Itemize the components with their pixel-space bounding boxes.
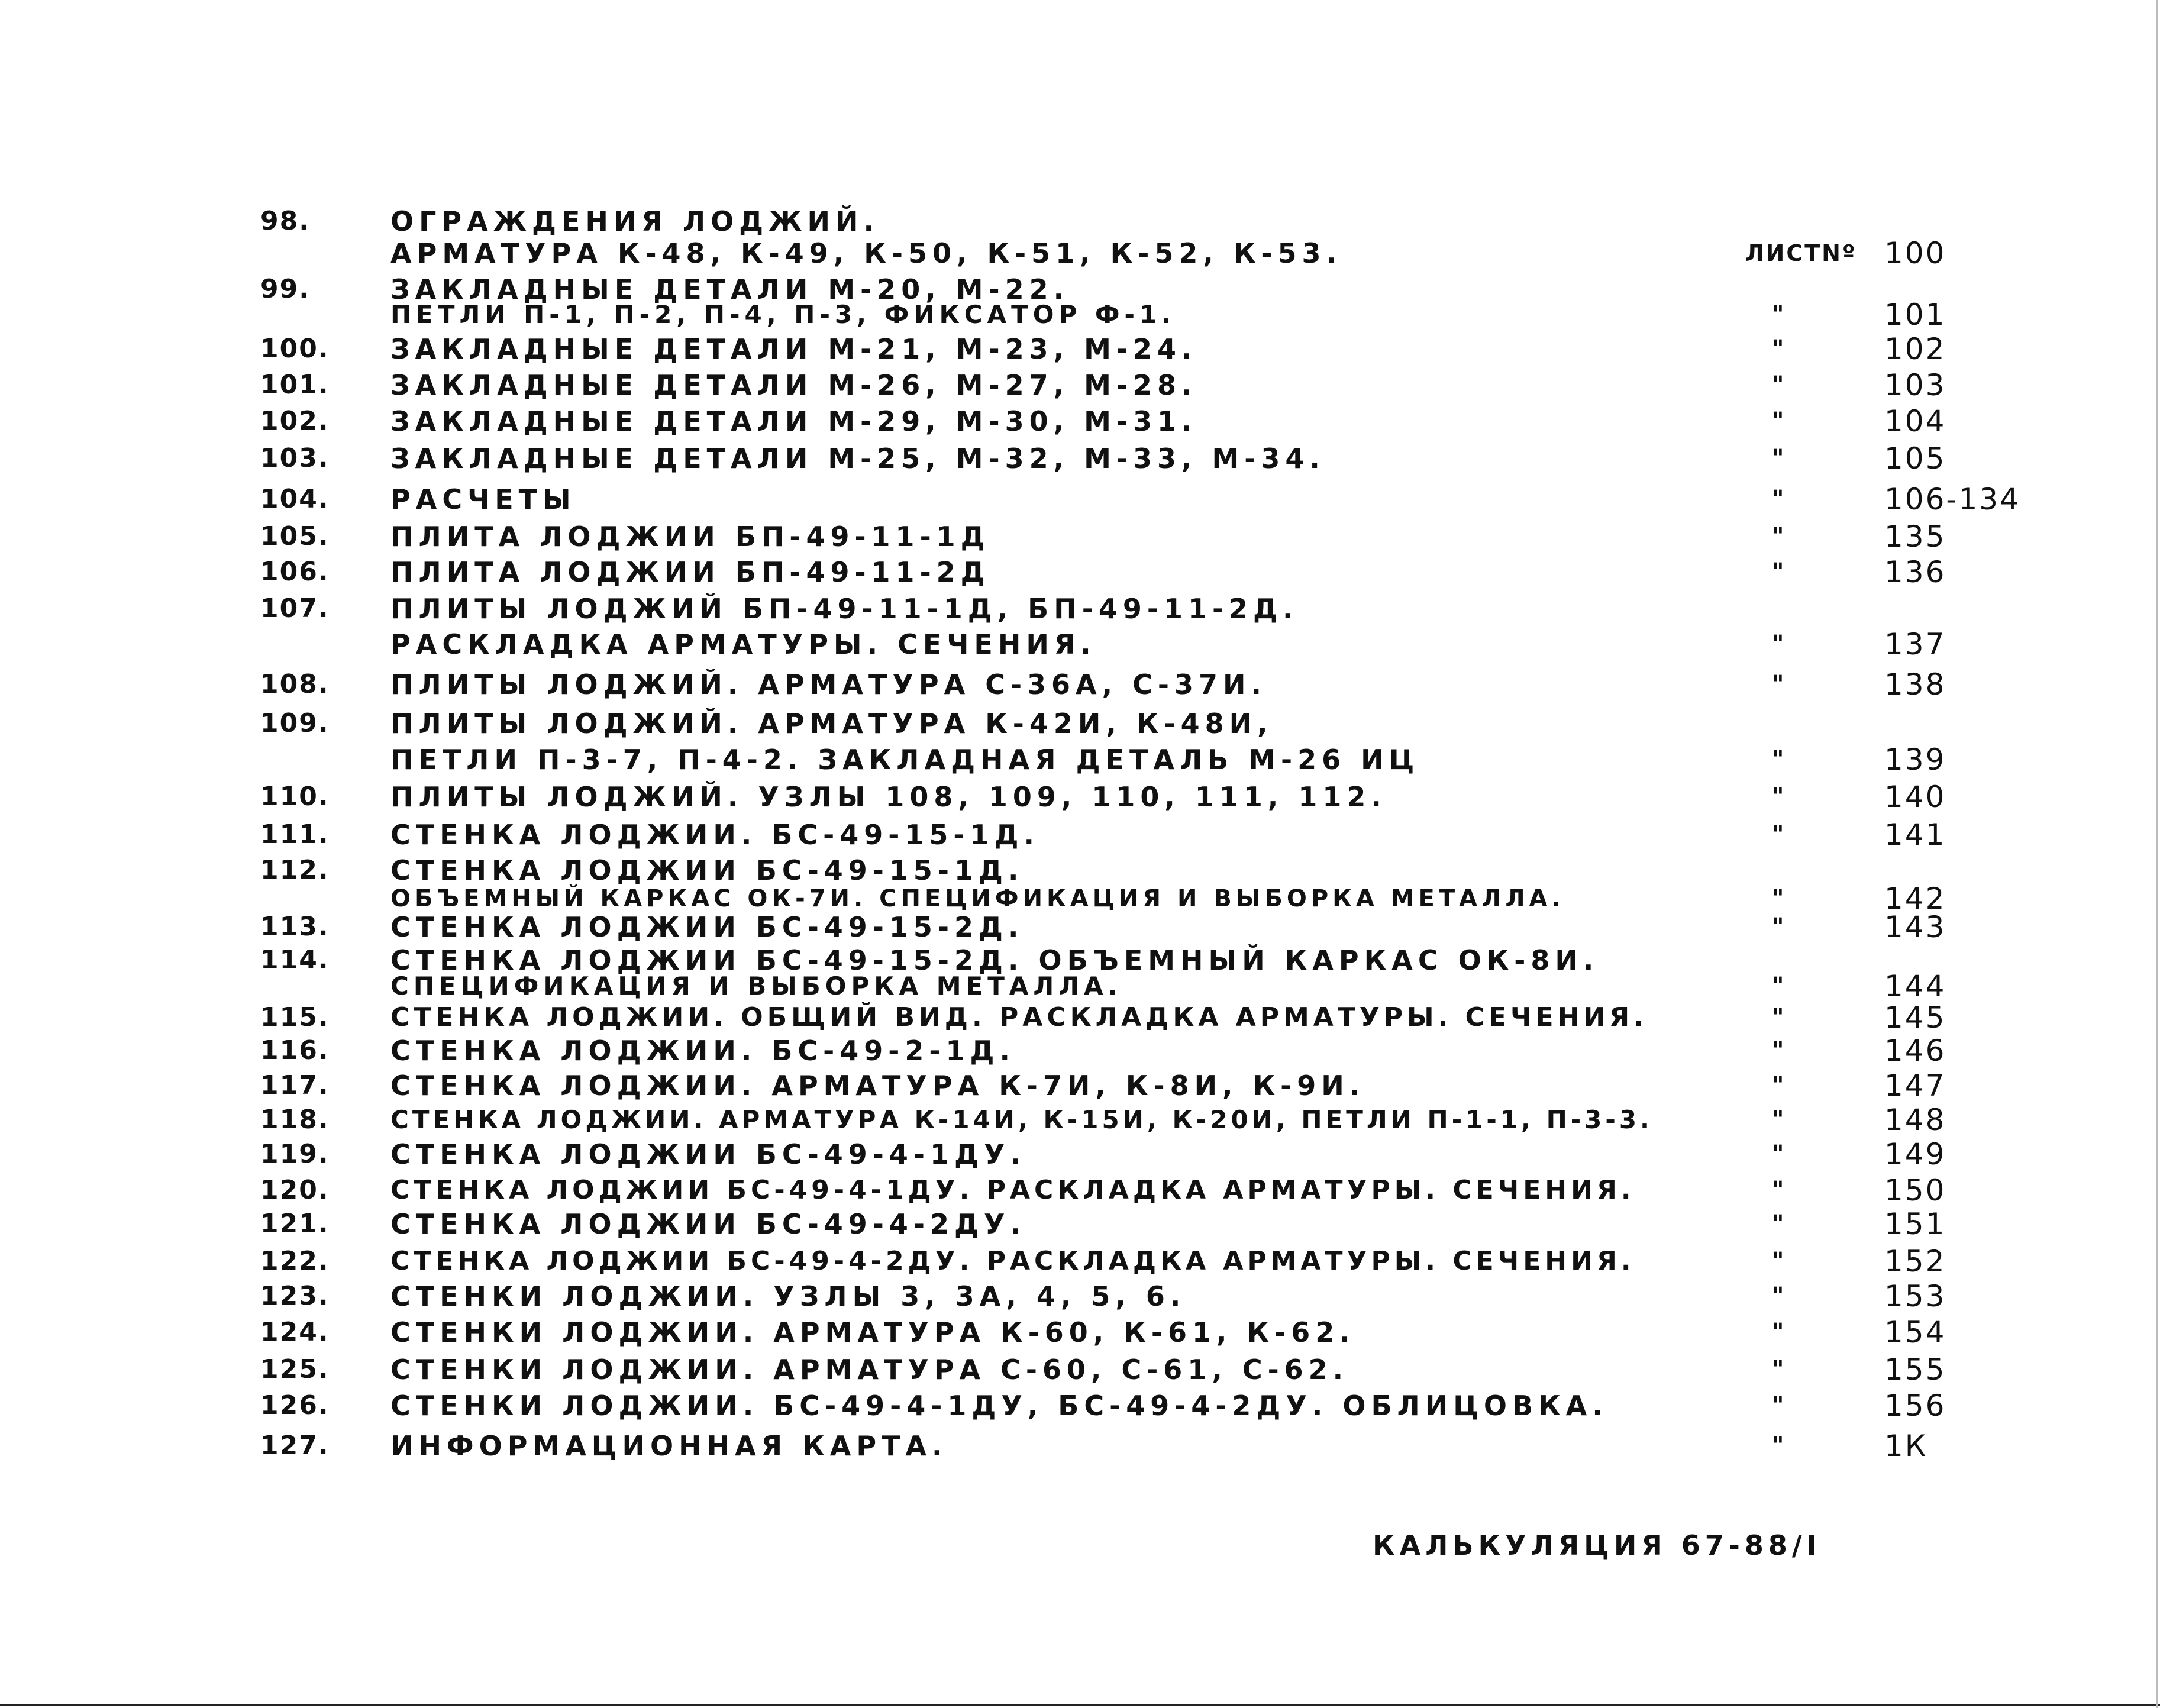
list-item <box>0 780 2160 814</box>
list-item <box>0 818 2160 852</box>
item-number: 104. <box>260 484 330 514</box>
ditto-mark: " <box>1771 973 1784 1000</box>
item-title: СТЕНКА ЛОДЖИИ. БС-49-2-1Д. <box>390 1035 1015 1067</box>
list-item <box>0 1429 2160 1463</box>
item-number: 124. <box>260 1317 330 1347</box>
list-item <box>0 332 2160 366</box>
item-title: ЗАКЛАДНЫЕ ДЕТАЛИ М-25, М-32, М-33, М-34. <box>390 443 1325 474</box>
sheet-number: 150 <box>1884 1173 1946 1207</box>
sheet-number: 138 <box>1884 667 1946 702</box>
ditto-mark: " <box>1771 1356 1784 1383</box>
ditto-mark: " <box>1771 1319 1784 1346</box>
sheet-number: 154 <box>1884 1315 1946 1349</box>
list-item <box>0 1103 2160 1137</box>
ditto-mark: " <box>1771 1392 1784 1419</box>
ditto-mark: " <box>1771 445 1784 472</box>
ditto-mark: " <box>1771 1037 1784 1064</box>
item-number: 105. <box>260 521 330 551</box>
item-title: СТЕНКА ЛОДЖИИ БС-49-4-2ДУ. <box>390 1208 1026 1240</box>
item-number: 120. <box>260 1175 330 1205</box>
sheet-number: 153 <box>1884 1279 1946 1313</box>
item-number: 126. <box>260 1390 330 1420</box>
list-item <box>0 298 2160 332</box>
sheet-number: 148 <box>1884 1103 1946 1137</box>
ditto-mark: " <box>1771 1106 1784 1134</box>
item-number: 116. <box>260 1035 330 1066</box>
list-item <box>0 706 2160 741</box>
item-title: СТЕНКА ЛОДЖИИ БС-49-15-1Д. <box>390 854 1024 886</box>
sheet-number: 146 <box>1884 1034 1946 1068</box>
item-title: ОГРАЖДЕНИЯ ЛОДЖИЙ. <box>390 205 879 237</box>
list-item <box>0 742 2160 777</box>
item-title: СПЕЦИФИКАЦИЯ И ВЫБОРКА МЕТАЛЛА. <box>390 971 1122 1000</box>
list-item <box>0 1315 2160 1349</box>
ditto-mark: " <box>1771 1432 1784 1460</box>
item-title: ОБЪЕМНЫЙ КАРКАС ОК-7И. СПЕЦИФИКАЦИЯ И ВЫБОРКА МЕТАЛЛА. <box>390 885 1565 912</box>
list-item <box>0 969 2160 1003</box>
item-title: РАСКЛАДКА АРМАТУРЫ. СЕЧЕНИЯ. <box>390 628 1096 660</box>
sheet-number: 151 <box>1884 1207 1946 1241</box>
item-title: ПЛИТЫ ЛОДЖИЙ. АРМАТУРА К-42И, К-48И, <box>390 708 1273 740</box>
sheet-number: 100 <box>1884 236 1946 270</box>
item-number: 127. <box>260 1431 330 1461</box>
ditto-mark: " <box>1771 558 1784 586</box>
item-title: СТЕНКА ЛОДЖИИ БС-49-4-2ДУ. РАСКЛАДКА АРМАТУРЫ. СЕЧЕНИЯ. <box>390 1246 1635 1276</box>
list-item <box>0 1244 2160 1278</box>
item-number: 114. <box>260 945 330 975</box>
item-title: СТЕНКА ЛОДЖИИ. ОБЩИЙ ВИД. РАСКЛАДКА АРМАТУРЫ. СЕЧЕНИЯ. <box>390 1002 1648 1032</box>
item-number: 117. <box>260 1070 330 1100</box>
sheet-number: 143 <box>1884 910 1946 944</box>
list-item <box>0 1000 2160 1035</box>
list-item <box>0 368 2160 402</box>
ditto-mark: " <box>1771 821 1784 848</box>
bottom-border-line <box>0 1704 2160 1706</box>
item-title: СТЕНКА ЛОДЖИИ. АРМАТУРА К-14И, К-15И, К-20И, ПЕТЛИ П-1-1, П-3-3. <box>390 1105 1653 1134</box>
item-title: ПЕТЛИ П-3-7, П-4-2. ЗАКЛАДНАЯ ДЕТАЛЬ М-26 ИЦ <box>390 744 1420 776</box>
item-title: ПЛИТЫ ЛОДЖИЙ. АРМАТУРА С-36А, С-37И. <box>390 669 1267 700</box>
item-number: 102. <box>260 406 330 436</box>
item-number: 125. <box>260 1354 330 1384</box>
ditto-mark: " <box>1771 301 1784 328</box>
ditto-mark: " <box>1771 372 1784 399</box>
item-title: ПЛИТА ЛОДЖИИ БП-49-11-2Д <box>390 556 990 588</box>
item-number: 113. <box>260 912 330 942</box>
ditto-mark: " <box>1771 1177 1784 1204</box>
item-number: 103. <box>260 443 330 473</box>
ditto-mark: " <box>1771 1141 1784 1168</box>
sheet-number: 136 <box>1884 555 1946 589</box>
item-title: СТЕНКА ЛОДЖИИ. АРМАТУРА К-7И, К-8И, К-9И. <box>390 1070 1365 1102</box>
item-number: 115. <box>260 1002 330 1032</box>
ditto-mark: " <box>1771 523 1784 550</box>
list-item <box>0 236 2160 270</box>
item-title: ЗАКЛАДНЫЕ ДЕТАЛИ М-21, М-23, М-24. <box>390 333 1197 365</box>
ditto-mark: " <box>1771 1248 1784 1275</box>
list-item <box>0 555 2160 589</box>
item-number: 121. <box>260 1209 330 1239</box>
sheet-number: 155 <box>1884 1352 1946 1387</box>
item-title: ЗАКЛАДНЫЕ ДЕТАЛИ М-20, М-22. <box>390 273 1070 305</box>
ditto-mark: " <box>1771 486 1784 513</box>
list-item <box>0 204 2160 238</box>
ditto-mark: " <box>1771 783 1784 811</box>
item-title: СТЕНКА ЛОДЖИИ. БС-49-15-1Д. <box>390 819 1039 851</box>
item-title: СТЕНКА ЛОДЖИИ БС-49-15-2Д. <box>390 911 1024 943</box>
list-item <box>0 1352 2160 1387</box>
item-title: ПЛИТЫ ЛОДЖИЙ. УЗЛЫ 108, 109, 110, 111, 112. <box>390 781 1387 813</box>
item-number: 118. <box>260 1105 330 1135</box>
ditto-mark: " <box>1771 335 1784 363</box>
list-item <box>0 910 2160 944</box>
list-item <box>0 1279 2160 1313</box>
list-item <box>0 1068 2160 1103</box>
item-title: СТЕНКА ЛОДЖИИ БС-49-4-1ДУ. <box>390 1138 1026 1170</box>
sheet-label: ЛИСТNº <box>1745 240 1857 266</box>
sheet-number: 140 <box>1884 780 1946 814</box>
item-number: 122. <box>260 1246 330 1276</box>
ditto-mark: " <box>1771 1072 1784 1099</box>
ditto-mark: " <box>1771 746 1784 773</box>
list-item <box>0 1137 2160 1171</box>
item-number: 98. <box>260 206 310 236</box>
sheet-number: 102 <box>1884 332 1946 366</box>
ditto-mark: " <box>1771 885 1784 912</box>
item-number: 100. <box>260 334 330 364</box>
item-title: СТЕНКИ ЛОДЖИИ. АРМАТУРА С-60, С-61, С-62. <box>390 1354 1349 1386</box>
sheet-number: 106-134 <box>1884 482 2020 516</box>
item-title: АРМАТУРА К-48, К-49, К-50, К-51, К-52, К-53. <box>390 237 1342 269</box>
sheet-number: 137 <box>1884 627 1946 661</box>
item-number: 106. <box>260 557 330 587</box>
item-number: 109. <box>260 708 330 738</box>
item-title: РАСЧЕТЫ <box>390 483 576 515</box>
sheet-number: 145 <box>1884 1000 1946 1035</box>
ditto-mark: " <box>1771 631 1784 658</box>
item-title: ПЛИТА ЛОДЖИИ БП-49-11-1Д <box>390 521 990 553</box>
sheet-number: 141 <box>1884 818 1946 852</box>
sheet-number: 149 <box>1884 1137 1946 1171</box>
item-number: 111. <box>260 819 330 850</box>
item-title: ИНФОРМАЦИОННАЯ КАРТА. <box>390 1430 948 1462</box>
item-number: 112. <box>260 855 330 885</box>
sheet-number: 139 <box>1884 742 1946 777</box>
ditto-mark: " <box>1771 1210 1784 1238</box>
sheet-number: 152 <box>1884 1244 1946 1278</box>
sheet-number: 144 <box>1884 969 1946 1003</box>
list-item <box>0 667 2160 702</box>
item-title: ПЛИТЫ ЛОДЖИЙ БП-49-11-1Д, БП-49-11-2Д. <box>390 593 1299 625</box>
item-number: 123. <box>260 1281 330 1311</box>
ditto-mark: " <box>1771 671 1784 698</box>
ditto-mark: " <box>1771 1004 1784 1031</box>
item-title: ЗАКЛАДНЫЕ ДЕТАЛИ М-26, М-27, М-28. <box>390 369 1197 401</box>
sheet-number: 147 <box>1884 1068 1946 1103</box>
list-item <box>0 592 2160 626</box>
item-title: СТЕНКИ ЛОДЖИИ. БС-49-4-1ДУ, БС-49-4-2ДУ. ОБЛИЦОВКА. <box>390 1390 1608 1422</box>
item-number: 99. <box>260 274 310 304</box>
sheet-number: 142 <box>1884 882 1946 916</box>
item-number: 101. <box>260 370 330 400</box>
right-border-line <box>2156 0 2158 1708</box>
item-number: 110. <box>260 782 330 812</box>
item-title: ЗАКЛАДНЫЕ ДЕТАЛИ М-29, М-30, М-31. <box>390 405 1197 437</box>
item-title: СТЕНКИ ЛОДЖИИ. УЗЛЫ 3, 3А, 4, 5, 6. <box>390 1280 1186 1312</box>
list-item <box>0 404 2160 438</box>
sheet-number: 105 <box>1884 441 1946 476</box>
list-item <box>0 482 2160 516</box>
list-item <box>0 519 2160 554</box>
list-item <box>0 627 2160 661</box>
list-item <box>0 1207 2160 1241</box>
item-number: 107. <box>260 593 330 624</box>
list-item <box>0 1173 2160 1207</box>
ditto-mark: " <box>1771 1283 1784 1310</box>
sheet-number: 156 <box>1884 1389 1946 1423</box>
document-code: КАЛЬКУЛЯЦИЯ 67-88/I <box>1373 1529 1822 1561</box>
list-item <box>0 1389 2160 1423</box>
list-item <box>0 1034 2160 1068</box>
sheet-number: 135 <box>1884 519 1946 554</box>
sheet-number: 104 <box>1884 404 1946 438</box>
sheet-number: 101 <box>1884 298 1946 332</box>
list-item <box>0 441 2160 476</box>
item-title: ПЕТЛИ П-1, П-2, П-4, П-3, ФИКСАТОР Ф-1. <box>390 300 1176 329</box>
sheet-number: 103 <box>1884 368 1946 402</box>
ditto-mark: " <box>1771 913 1784 941</box>
item-title: СТЕНКА ЛОДЖИИ БС-49-15-2Д. ОБЪЕМНЫЙ КАРКАС ОК-8И. <box>390 944 1599 976</box>
sheet-number: 1К <box>1884 1429 1928 1463</box>
item-title: СТЕНКИ ЛОДЖИИ. АРМАТУРА К-60, К-61, К-62. <box>390 1316 1355 1348</box>
item-title: СТЕНКА ЛОДЖИИ БС-49-4-1ДУ. РАСКЛАДКА АРМАТУРЫ. СЕЧЕНИЯ. <box>390 1175 1635 1205</box>
ditto-mark: " <box>1771 408 1784 435</box>
item-number: 108. <box>260 669 330 699</box>
item-number: 119. <box>260 1139 330 1169</box>
